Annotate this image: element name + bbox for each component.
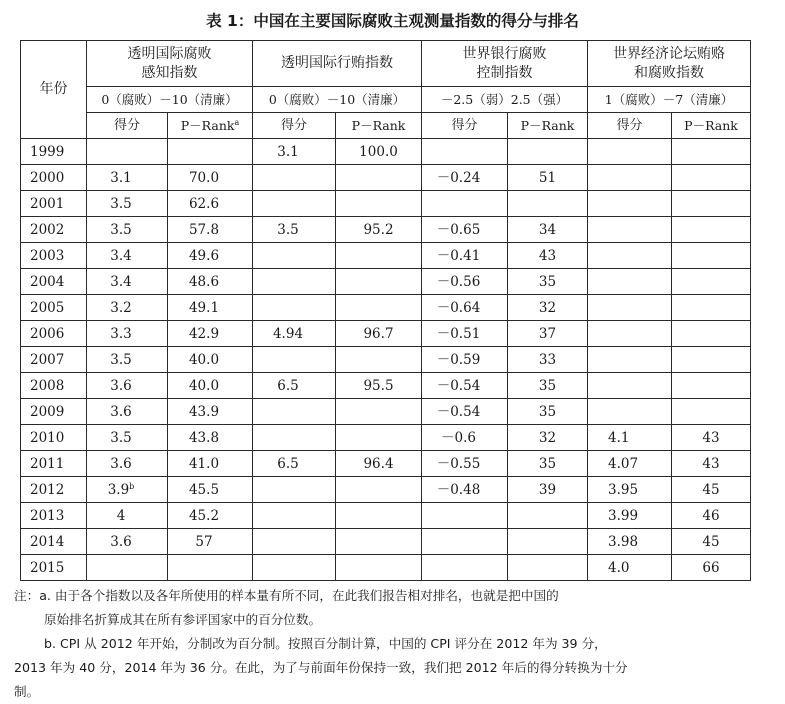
wef-score-cell <box>588 139 672 165</box>
wb-rank-cell: 35 <box>508 399 588 425</box>
bpi-rank-cell: 96.7 <box>336 321 422 347</box>
year-cell: 2008 <box>21 373 87 399</box>
group-header <box>87 41 253 87</box>
scale-range: 0（腐败）－10（清廉） <box>253 87 422 113</box>
cpi-score-cell <box>87 477 168 503</box>
note-line: 2013 年为 40 分，2014 年为 36 分。在此，为了与前面年份保持一致，我们把 2012 年后的得分转换为十分 <box>14 660 628 675</box>
cpi-rank-cell: 43.9 <box>168 399 253 425</box>
bpi-score-cell <box>253 165 336 191</box>
wb-rank-cell: 32 <box>508 295 588 321</box>
wef-rank-cell <box>672 295 751 321</box>
wef-rank-cell <box>672 347 751 373</box>
wef-score-cell <box>588 269 672 295</box>
wef-rank-cell: 46 <box>672 503 751 529</box>
wb-score-cell <box>422 529 508 555</box>
wef-rank-cell: 45 <box>672 477 751 503</box>
year-cell: 2004 <box>21 269 87 295</box>
bpi-rank-cell: 95.2 <box>336 217 422 243</box>
wef-rank-cell <box>672 269 751 295</box>
year-cell: 2006 <box>21 321 87 347</box>
cpi-rank-cell: 42.9 <box>168 321 253 347</box>
table-row <box>21 451 751 477</box>
wb-rank-cell: 34 <box>508 217 588 243</box>
cpi-score-cell: 3.4 <box>87 269 168 295</box>
cpi-score-cell <box>87 555 168 581</box>
table-row <box>21 477 751 503</box>
cpi-score-cell: 4 <box>87 503 168 529</box>
year-cell: 2003 <box>21 243 87 269</box>
cpi-score-cell: 3.6 <box>87 529 168 555</box>
cpi-score-cell: 3.3 <box>87 321 168 347</box>
wef-rank-cell <box>672 321 751 347</box>
cpi-score-cell: 3.6 <box>87 373 168 399</box>
year-cell: 2013 <box>21 503 87 529</box>
wef-rank-cell <box>672 191 751 217</box>
bpi-rank-cell <box>336 425 422 451</box>
table-row <box>21 425 751 451</box>
bpi-rank-cell <box>336 477 422 503</box>
table-row <box>21 399 751 425</box>
wb-rank-cell: 35 <box>508 373 588 399</box>
cpi-rank-cell: 49.1 <box>168 295 253 321</box>
cpi-rank-cell: 43.8 <box>168 425 253 451</box>
bpi-score-cell <box>253 529 336 555</box>
cpi-rank-cell: 57.8 <box>168 217 253 243</box>
group-name-line: 控制指数 <box>476 64 533 81</box>
group-name-line: 和腐败指数 <box>634 64 704 81</box>
wef-score-cell: 3.98 <box>588 529 672 555</box>
rank-column-header <box>336 113 422 139</box>
wef-rank-cell <box>672 165 751 191</box>
score-column-header: 得分 <box>422 113 508 139</box>
scale-range: 0（腐败）－10（清廉） <box>87 87 253 113</box>
cpi-rank-cell: 48.6 <box>168 269 253 295</box>
table-row <box>21 217 751 243</box>
cpi-score-cell: 3.4 <box>87 243 168 269</box>
rank-label: P－Rank <box>351 117 406 133</box>
wb-rank-cell <box>508 191 588 217</box>
wb-rank-cell <box>508 139 588 165</box>
group-header <box>253 41 422 87</box>
cpi-rank-cell <box>168 555 253 581</box>
cpi-score-cell <box>87 139 168 165</box>
cell-value: 3.9 <box>107 481 130 498</box>
footnote-marker: b <box>129 481 135 491</box>
cpi-score-cell: 3.6 <box>87 451 168 477</box>
wb-score-cell: －0.59 <box>422 347 508 373</box>
cpi-score-cell: 3.1 <box>87 165 168 191</box>
group-header <box>422 41 588 87</box>
rank-label: P－Rank <box>520 117 575 133</box>
wef-score-cell <box>588 243 672 269</box>
wb-rank-cell <box>508 503 588 529</box>
rank-column-header <box>168 113 253 139</box>
wef-rank-cell <box>672 399 751 425</box>
year-cell: 2012 <box>21 477 87 503</box>
table-row <box>21 191 751 217</box>
wb-score-cell <box>422 555 508 581</box>
score-column-header: 得分 <box>87 113 168 139</box>
rank-column-header <box>672 113 751 139</box>
wef-score-cell: 4.1 <box>588 425 672 451</box>
wb-rank-cell: 37 <box>508 321 588 347</box>
cpi-score-cell: 3.5 <box>87 217 168 243</box>
year-cell: 2007 <box>21 347 87 373</box>
wef-score-cell: 3.99 <box>588 503 672 529</box>
wb-rank-cell: 35 <box>508 451 588 477</box>
wb-score-cell: －0.55 <box>422 451 508 477</box>
group-name-line: 感知指数 <box>141 64 198 81</box>
wef-score-cell <box>588 321 672 347</box>
cpi-rank-cell: 45.2 <box>168 503 253 529</box>
bpi-rank-cell <box>336 529 422 555</box>
cpi-rank-cell: 57 <box>168 529 253 555</box>
wb-score-cell: －0.51 <box>422 321 508 347</box>
wb-score-cell: －0.54 <box>422 399 508 425</box>
rank-column-header <box>508 113 588 139</box>
table-row <box>21 529 751 555</box>
cpi-rank-cell: 40.0 <box>168 347 253 373</box>
cpi-rank-cell: 45.5 <box>168 477 253 503</box>
bpi-score-cell <box>253 399 336 425</box>
wb-rank-cell <box>508 529 588 555</box>
wb-score-cell: －0.64 <box>422 295 508 321</box>
rank-label: P－Rank <box>180 117 235 133</box>
wef-rank-cell <box>672 373 751 399</box>
bpi-score-cell <box>253 425 336 451</box>
note-line: 注：a. 由于各个指数以及各年所使用的样本量有所不同，在此我们报告相对排名，也就是把中国的 <box>14 588 559 603</box>
cpi-rank-cell <box>168 139 253 165</box>
wef-rank-cell: 45 <box>672 529 751 555</box>
year-cell: 2005 <box>21 295 87 321</box>
wef-rank-cell: 43 <box>672 425 751 451</box>
bpi-score-cell <box>253 191 336 217</box>
wef-rank-cell: 43 <box>672 451 751 477</box>
bpi-rank-cell <box>336 347 422 373</box>
bpi-rank-cell <box>336 165 422 191</box>
bpi-score-cell: 6.5 <box>253 373 336 399</box>
bpi-score-cell: 6.5 <box>253 451 336 477</box>
note-line: 原始排名折算成其在所有参评国家中的百分位数。 <box>44 612 322 627</box>
group-name-line: 世界经济论坛贿赂 <box>613 45 725 62</box>
wb-rank-cell: 39 <box>508 477 588 503</box>
year-cell: 2001 <box>21 191 87 217</box>
cpi-rank-cell: 70.0 <box>168 165 253 191</box>
wb-score-cell: －0.6 <box>422 425 508 451</box>
bpi-rank-cell <box>336 243 422 269</box>
header-row-columns <box>21 113 751 139</box>
table-row <box>21 269 751 295</box>
bpi-rank-cell: 95.5 <box>336 373 422 399</box>
bpi-score-cell <box>253 555 336 581</box>
year-cell: 2009 <box>21 399 87 425</box>
table-row <box>21 321 751 347</box>
bpi-rank-cell: 100.0 <box>336 139 422 165</box>
wef-score-cell <box>588 217 672 243</box>
table-row <box>21 165 751 191</box>
group-name-line: 透明国际腐败 <box>127 45 212 62</box>
cpi-score-cell: 3.5 <box>87 347 168 373</box>
wef-score-cell <box>588 191 672 217</box>
wef-score-cell: 4.0 <box>588 555 672 581</box>
wb-rank-cell: 32 <box>508 425 588 451</box>
bpi-score-cell <box>253 295 336 321</box>
bpi-rank-cell <box>336 269 422 295</box>
wb-rank-cell: 51 <box>508 165 588 191</box>
wb-score-cell <box>422 503 508 529</box>
wb-rank-cell: 35 <box>508 269 588 295</box>
wb-score-cell <box>422 191 508 217</box>
wef-score-cell <box>588 373 672 399</box>
table-row <box>21 555 751 581</box>
wb-score-cell: －0.24 <box>422 165 508 191</box>
table-row <box>21 243 751 269</box>
wef-rank-cell <box>672 217 751 243</box>
wb-rank-cell <box>508 555 588 581</box>
table-row <box>21 373 751 399</box>
wb-rank-cell: 33 <box>508 347 588 373</box>
bpi-score-cell: 3.5 <box>253 217 336 243</box>
bpi-rank-cell: 96.4 <box>336 451 422 477</box>
table-notes <box>14 584 774 704</box>
wef-score-cell <box>588 399 672 425</box>
cpi-rank-cell: 40.0 <box>168 373 253 399</box>
bpi-score-cell <box>253 347 336 373</box>
wb-score-cell: －0.65 <box>422 217 508 243</box>
bpi-score-cell <box>253 269 336 295</box>
wef-score-cell: 3.95 <box>588 477 672 503</box>
footnote-marker: a <box>234 117 240 127</box>
bpi-rank-cell <box>336 191 422 217</box>
table-row <box>21 503 751 529</box>
wb-score-cell: －0.56 <box>422 269 508 295</box>
wef-rank-cell <box>672 243 751 269</box>
bpi-score-cell <box>253 243 336 269</box>
year-cell: 2002 <box>21 217 87 243</box>
year-cell: 2000 <box>21 165 87 191</box>
bpi-score-cell: 4.94 <box>253 321 336 347</box>
bpi-rank-cell <box>336 399 422 425</box>
group-name-line: 世界银行腐败 <box>462 45 547 62</box>
note-line: 制。 <box>14 684 40 699</box>
wb-rank-cell: 43 <box>508 243 588 269</box>
wb-score-cell: －0.54 <box>422 373 508 399</box>
index-table <box>20 40 751 581</box>
table-row <box>21 139 751 165</box>
table-title: 表 1：中国在主要国际腐败主观测量指数的得分与排名 <box>206 12 579 30</box>
year-cell: 2015 <box>21 555 87 581</box>
wef-rank-cell <box>672 139 751 165</box>
scale-range: －2.5（弱）2.5（强） <box>422 87 588 113</box>
table-row <box>21 295 751 321</box>
cpi-score-cell: 3.5 <box>87 425 168 451</box>
rank-label: P－Rank <box>684 117 738 133</box>
year-cell: 2010 <box>21 425 87 451</box>
cpi-rank-cell: 62.6 <box>168 191 253 217</box>
year-cell: 2011 <box>21 451 87 477</box>
wef-rank-cell: 66 <box>672 555 751 581</box>
year-header: 年份 <box>21 41 87 139</box>
wef-score-cell <box>588 347 672 373</box>
cpi-score-cell: 3.2 <box>87 295 168 321</box>
wb-score-cell: －0.48 <box>422 477 508 503</box>
cpi-score-cell: 3.6 <box>87 399 168 425</box>
score-column-header: 得分 <box>588 113 672 139</box>
wef-score-cell <box>588 165 672 191</box>
note-line: b. CPI 从 2012 年开始，分制改为百分制。按照百分制计算，中国的 CPI 评分在 2012 年为 39 分， <box>44 636 607 651</box>
year-cell: 2014 <box>21 529 87 555</box>
bpi-score-cell <box>253 477 336 503</box>
header-row-groups <box>21 41 751 87</box>
year-cell: 1999 <box>21 139 87 165</box>
wef-score-cell: 4.07 <box>588 451 672 477</box>
cpi-rank-cell: 49.6 <box>168 243 253 269</box>
group-header <box>588 41 751 87</box>
score-column-header: 得分 <box>253 113 336 139</box>
header-row-ranges <box>21 87 751 113</box>
bpi-rank-cell <box>336 503 422 529</box>
cpi-score-cell: 3.5 <box>87 191 168 217</box>
wb-score-cell: －0.41 <box>422 243 508 269</box>
wb-score-cell <box>422 139 508 165</box>
cpi-rank-cell: 41.0 <box>168 451 253 477</box>
bpi-score-cell <box>253 503 336 529</box>
wef-score-cell <box>588 295 672 321</box>
bpi-rank-cell <box>336 295 422 321</box>
scale-range: 1（腐败）－7（清廉） <box>588 87 751 113</box>
bpi-score-cell: 3.1 <box>253 139 336 165</box>
bpi-rank-cell <box>336 555 422 581</box>
group-name-line: 透明国际行贿指数 <box>281 55 393 71</box>
table-row <box>21 347 751 373</box>
